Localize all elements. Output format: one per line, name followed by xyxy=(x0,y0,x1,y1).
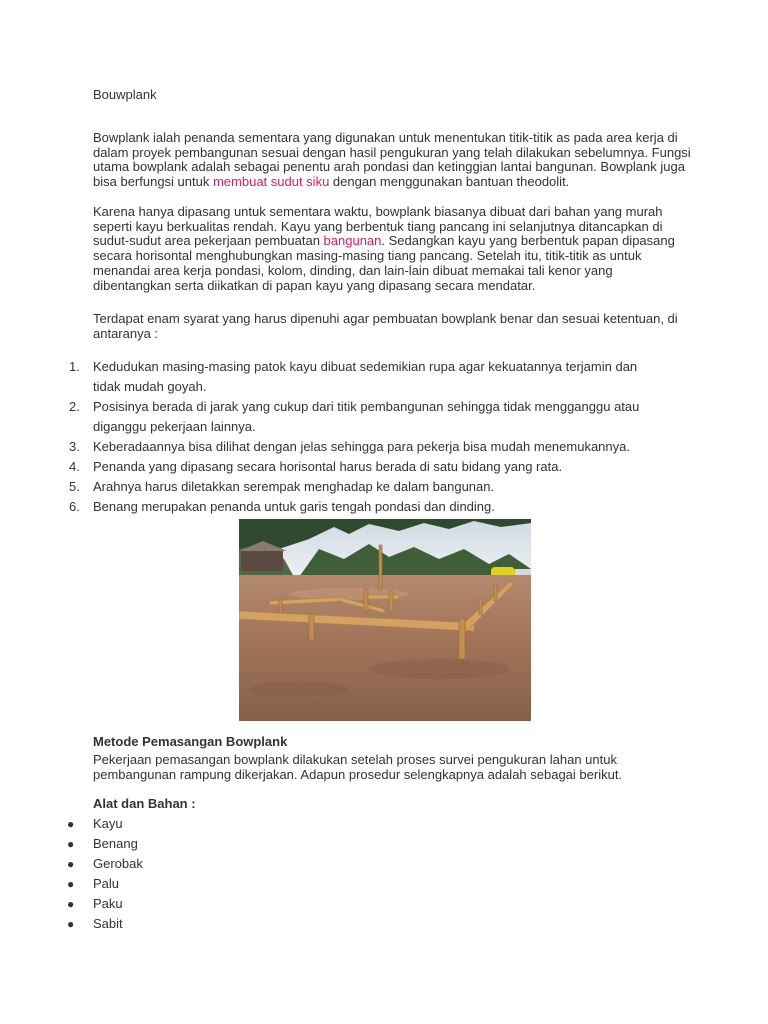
link-membuat-sudut-siku[interactable]: membuat sudut siku xyxy=(212,174,330,190)
bullet-icon: ● xyxy=(67,877,75,891)
list-item-text: tidak mudah goyah. xyxy=(93,379,207,394)
list-item xyxy=(0,457,768,477)
bullet-icon: ● xyxy=(67,817,75,831)
list-item-number: 3. xyxy=(69,439,80,454)
bullet-icon: ● xyxy=(67,897,75,911)
bullet-icon: ● xyxy=(67,837,75,851)
list-item xyxy=(0,834,768,854)
list-item xyxy=(0,854,768,874)
list-item-text: Paku xyxy=(93,896,123,911)
list-item-text: Benang merupakan penanda untuk garis tengah pondasi dan dinding. xyxy=(93,499,495,514)
requirements-intro: Terdapat enam syarat yang harus dipenuhi agar pembuatan bowplank benar dan sesuai ketentuan, di antaranya : xyxy=(93,311,678,341)
list-item xyxy=(0,914,768,934)
list-item-number: 1. xyxy=(69,359,80,374)
intro-text-b: dengan menggunakan bantuan theodolit. xyxy=(329,174,570,190)
tools-list xyxy=(0,814,768,934)
list-item-text: Arahnya harus diletakkan serempak menghadap ke dalam bangunan. xyxy=(93,479,495,494)
list-item xyxy=(0,437,768,457)
list-item xyxy=(0,357,768,397)
list-item-number: 5. xyxy=(69,479,80,494)
list-item-text: Sabit xyxy=(93,916,123,931)
intro-paragraph xyxy=(93,131,693,190)
list-item-text: Kedudukan masing-masing patok kayu dibuat sedemikian rupa agar kekuatannya terjamin dan xyxy=(93,359,638,374)
intro-text-a: Bowplank ialah penanda sementara yang digunakan untuk menentukan titik-titik as pada area kerja di dalam proyek pembangunan sesuai dengan hasil pengukuran yang telah dilakukan sebelumnya. Fungsi utama bowplank adalah sebagai penentu arah pondasi dan ketinggian lantai bangunan. Bowplank juga bisa berfungsi untuk xyxy=(93,130,691,190)
requirements-list xyxy=(0,357,768,517)
list-item xyxy=(0,874,768,894)
list-item-number: 2. xyxy=(69,399,80,414)
list-item-number: 4. xyxy=(69,459,80,474)
bowplank-photo xyxy=(239,519,531,721)
list-item xyxy=(0,397,768,437)
list-item-text: Benang xyxy=(93,836,138,851)
list-item-text: Kayu xyxy=(93,816,123,831)
material-text-a: Karena hanya dipasang untuk sementara waktu, bowplank biasanya dibuat dari bahan yang murah seperti kayu berkualitas rendah. Kayu yang berbentuk tiang pancang ini selanjutnya ditancapkan di sudut-sudut area pekerjaan pembuatan xyxy=(93,204,663,249)
list-item xyxy=(0,497,768,517)
material-paragraph xyxy=(93,205,693,293)
doc-title: Bouwplank xyxy=(93,87,157,102)
bullet-icon: ● xyxy=(67,857,75,871)
list-item-text: Posisinya berada di jarak yang cukup dari titik pembangunan sehingga tidak mengganggu atau xyxy=(93,399,640,414)
list-item-text: Palu xyxy=(93,876,120,891)
list-item xyxy=(0,814,768,834)
tools-heading: Alat dan Bahan : xyxy=(93,796,196,811)
list-item xyxy=(0,477,768,497)
list-item-text: Gerobak xyxy=(93,856,143,871)
method-paragraph: Pekerjaan pemasangan bowplank dilakukan setelah proses survei pengukuran lahan untuk pembangunan rampung dikerjakan. Adapun prosedur selengkapnya adalah sebagai berikut. xyxy=(93,752,623,782)
list-item-number: 6. xyxy=(69,499,80,514)
list-item-text: Penanda yang dipasang secara horisontal harus berada di satu bidang yang rata. xyxy=(93,459,563,474)
link-bangunan[interactable]: bangunan xyxy=(323,233,382,249)
method-heading: Metode Pemasangan Bowplank xyxy=(93,734,288,749)
bullet-icon: ● xyxy=(67,917,75,931)
list-item-text: diganggu pekerjaan lainnya. xyxy=(93,419,256,434)
material-text-b: . Sedangkan kayu yang berbentuk papan dipasang secara horisontal menghubungkan masing-masing tiang pancang. Setelah itu, titik-titik as untuk menandai area kerja pondasi, kolom, dinding, dan lain-lain dibuat memakai tali kenor yang dibentangkan serta diikatkan di papan kayu yang dipasang secara mendatar. xyxy=(93,233,675,293)
list-item-text: Keberadaannya bisa dilihat dengan jelas sehingga para pekerja bisa mudah menemukannya. xyxy=(93,439,630,454)
list-item xyxy=(0,894,768,914)
